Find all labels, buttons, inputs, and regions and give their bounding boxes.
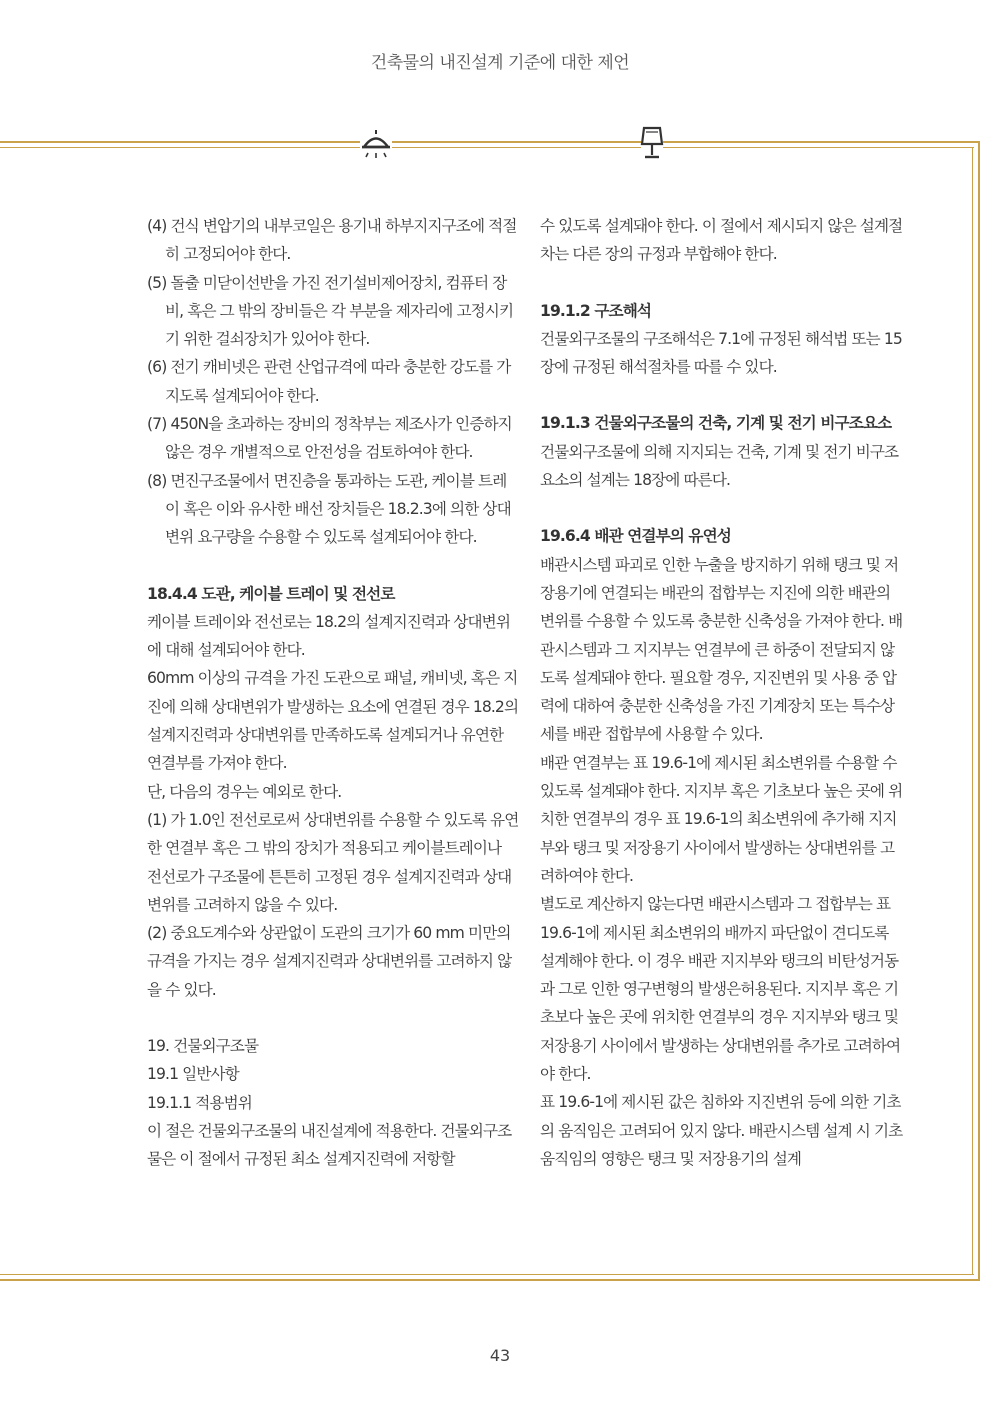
paragraph: 케이블 트레이와 전선로는 18.2의 설계지진력과 상대변위에 대해 설계되어야 한다.: [147, 612, 511, 660]
right-border-inner: [972, 147, 973, 1275]
paragraph: 건물외구조물에 의해 지지되는 건축, 기계 및 전기 비구조요소의 설계는 18장에 따른다.: [540, 442, 899, 490]
list-item: (7) 450N을 초과하는 장비의 정착부는 제조사가 인증하지 않은 경우 개별적으로 안전성을 검토하여야 한다.: [147, 415, 512, 462]
paragraph: 배관 연결부는 표 19.6-1에 제시된 최소변위를 수용할 수 있도록 설계돼야 한다. 지지부 혹은 기초보다 높은 곳에 위치한 연결부의 경우 표 19.6-1의 최소변위에 추가해 지지부와 탱크 및 저장용기 사이에서 발생하는 상대변위를 고려하여야 한다.: [540, 753, 903, 885]
list-item: (4) 건식 변압기의 내부코일은 용기내 하부지지구조에 적절히 고정되어야 한다.: [147, 217, 517, 264]
list-item: (6) 전기 캐비넷은 관련 산업규격에 따라 충분한 강도를 가지도록 설계되어야 한다.: [147, 358, 511, 405]
paragraph: 60mm 이상의 규격을 가진 도관으로 패널, 캐비넷, 혹은 지진에 의해 상대변위가 발생하는 요소에 연결된 경우 18.2의 설계지진력과 상대변위를 만족하도록 설계되거나 유연한 연결부를 가져야 한다.: [147, 669, 519, 773]
exception-item: (2) 중요도계수와 상관없이 도관의 크기가 60 mm 미만의 규격을 가지는 경우 설계지진력과 상대변위를 고려하지 않을 수 있다.: [147, 924, 512, 999]
section-heading-19-1-1: 19.1.1 적용범위: [147, 1093, 252, 1112]
list-item: (5) 돌출 미닫이선반을 가진 전기설비제어장치, 컴퓨터 장비, 혹은 그 밖의 장비들은 각 부분을 제자리에 고정시키기 위한 걸쇠장치가 있어야 한다.: [147, 273, 514, 349]
section-heading-19: 19. 건물외구조물: [147, 1037, 259, 1056]
section-heading-19-1-2: 19.1.2 구조해석: [540, 301, 652, 320]
section-heading-19-1: 19.1 일반사항: [147, 1065, 239, 1084]
left-column: [147, 212, 519, 1174]
lamp-shade-icon: [358, 126, 394, 164]
page-number: 43: [489, 1346, 511, 1365]
paragraph: 표 19.6-1에 제시된 값은 침하와 지진변위 등에 의한 기초의 움직임은 고려되어 있지 않다. 배관시스템 설계 시 기초 움직임의 영향은 탱크 및 저장용기의 설계: [540, 1093, 903, 1168]
paragraph: 수 있도록 설계돼야 한다. 이 절에서 제시되지 않은 설계절차는 다른 장의 규정과 부합해야 한다.: [540, 217, 903, 264]
top-rule-inner: [0, 147, 974, 148]
paragraph: 배관시스템 파괴로 인한 누출을 방지하기 위해 탱크 및 저장용기에 연결되는 배관의 접합부는 지진에 의한 배관의 변위를 수용할 수 있도록 충분한 신축성을 가져야 한다. 배관시스템과 그 지지부는 연결부에 큰 하중이 전달되지 않도록 설계돼야 한다. 필요할 경우, 지진변위 및 사용 중 압력에 대하여 충분한 신축성을 가진 기계장치 또는 특수상세를 배관 접합부에 사용할 수 있다.: [540, 555, 903, 744]
paragraph: 건물외구조물의 구조해석은 7.1에 규정된 해석법 또는 15장에 규정된 해석절차를 따를 수 있다.: [540, 329, 902, 377]
paragraph: 별도로 계산하지 않는다면 배관시스템과 그 접합부는 표 19.6-1에 제시된 최소변위의 배까지 파단없이 견디도록 설계해야 한다. 이 경우 배관 지지부와 탱크의 비탄성거동과 그로 인한 영구변형의 발생은허용된다. 지지부 혹은 기초보다 높은 곳에 위치한 연결부의 경우 지지부와 탱크 및 저장용기 사이에서 발생하는 상대변위를 추가로 고려하여야 한다.: [540, 895, 901, 1084]
bottom-rule-inner: [0, 1274, 974, 1275]
right-column: [540, 212, 906, 1173]
right-border-outer: [978, 141, 980, 1281]
running-head: 건축물의 내진설계 기준에 대한 제언: [370, 53, 630, 73]
paragraph: 단, 다음의 경우는 예외로 한다.: [147, 782, 342, 801]
list-item: (8) 면진구조물에서 면진층을 통과하는 도관, 케이블 트레이 혹은 이와 유사한 배선 장치들은 18.2.3에 의한 상대변위 요구량을 수용할 수 있도록 설계되어야 한다.: [147, 471, 511, 547]
section-heading-19-1-3: 19.1.3 건물외구조물의 건축, 기계 및 전기 비구조요소: [540, 414, 892, 433]
desk-lamp-icon: [639, 124, 665, 164]
paragraph: 이 절은 건물외구조물의 내진설계에 적용한다. 건물외구조물은 이 절에서 규정된 최소 설계지진력에 저항할: [147, 1121, 512, 1169]
section-heading-19-6-4: 19.6.4 배관 연결부의 유연성: [540, 527, 731, 546]
top-rule-outer: [0, 141, 980, 143]
section-heading-18-4-4: 18.4.4 도관, 케이블 트레이 및 전선로: [147, 584, 395, 603]
exception-item: (1) 가 1.0인 전선로로써 상대변위를 수용할 수 있도록 유연한 연결부 혹은 그 밖의 장치가 적용되고 케이블트레이나 전선로가 구조물에 튼튼히 고정된 경우 설계지진력과 상대변위를 고려하지 않을 수 있다.: [147, 810, 519, 914]
bottom-rule-outer: [0, 1279, 980, 1281]
